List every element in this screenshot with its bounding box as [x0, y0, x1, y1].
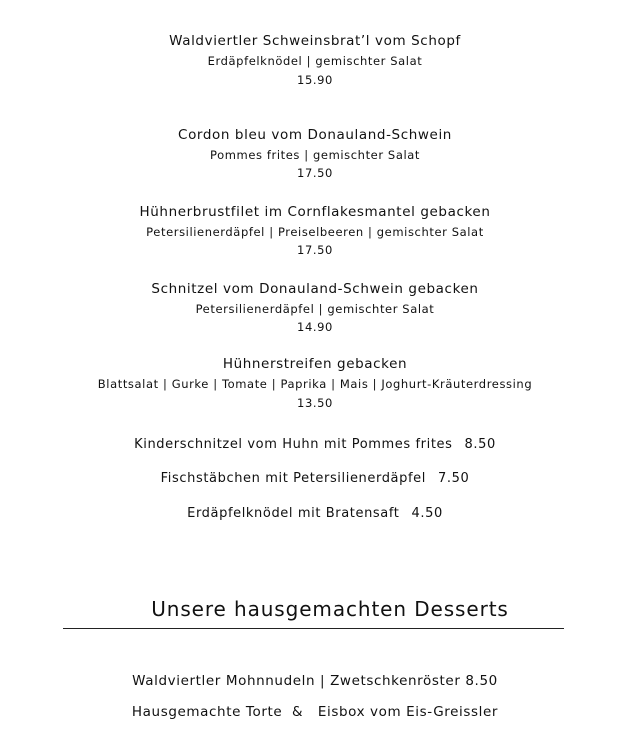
single-item — [0, 437, 630, 452]
dish-name: Cordon bleu vom Donauland-Schwein — [178, 127, 452, 143]
dish-name: Waldviertler Schweinsbrat’l vom Schopf — [169, 33, 461, 49]
dish-sides: Erdäpfelknödel | gemischter Salat — [207, 54, 423, 68]
single-item — [0, 506, 630, 521]
single-item-name: Erdäpfelknödel mit Bratensaft — [187, 506, 400, 521]
dish-price: 15.90 — [297, 73, 333, 87]
dessert-item: Hausgemachte Torte & Eisbox vom Eis-Greissler — [131, 704, 499, 720]
dish-sides: Blattsalat | Gurke | Tomate | Paprika | Mais | Joghurt-Kräuterdressing — [97, 377, 533, 391]
section-divider — [63, 628, 564, 629]
single-item-name: Kinderschnitzel vom Huhn mit Pommes frites — [134, 437, 453, 452]
single-item-name: Fischstäbchen mit Petersilienerdäpfel — [160, 471, 426, 486]
dish-sides: Pommes frites | gemischter Salat — [209, 148, 421, 162]
dish-name: Hühnerstreifen gebacken — [222, 356, 408, 372]
dish-price: 14.90 — [297, 320, 333, 334]
dish-price: 17.50 — [297, 166, 333, 180]
dish-price: 13.50 — [297, 396, 333, 410]
section-title: Unsere hausgemachten Desserts — [151, 597, 509, 621]
dish-name: Hühnerbrustfilet im Cornflakesmantel gebacken — [139, 204, 491, 220]
single-item-price: 7.50 — [437, 471, 470, 486]
dish-name: Schnitzel vom Donauland-Schwein gebacken — [151, 281, 479, 297]
single-item-price: 4.50 — [411, 506, 443, 521]
dessert-item: Waldviertler Mohnnudeln | Zwetschkenröster 8.50 — [132, 673, 498, 689]
single-item — [0, 471, 630, 486]
dish-sides: Petersilienerdäpfel | Preiselbeeren | gemischter Salat — [146, 225, 484, 239]
dish-sides: Petersilienerdäpfel | gemischter Salat — [195, 302, 435, 316]
dish-price: 17.50 — [297, 243, 333, 257]
single-item-price: 8.50 — [464, 437, 496, 452]
